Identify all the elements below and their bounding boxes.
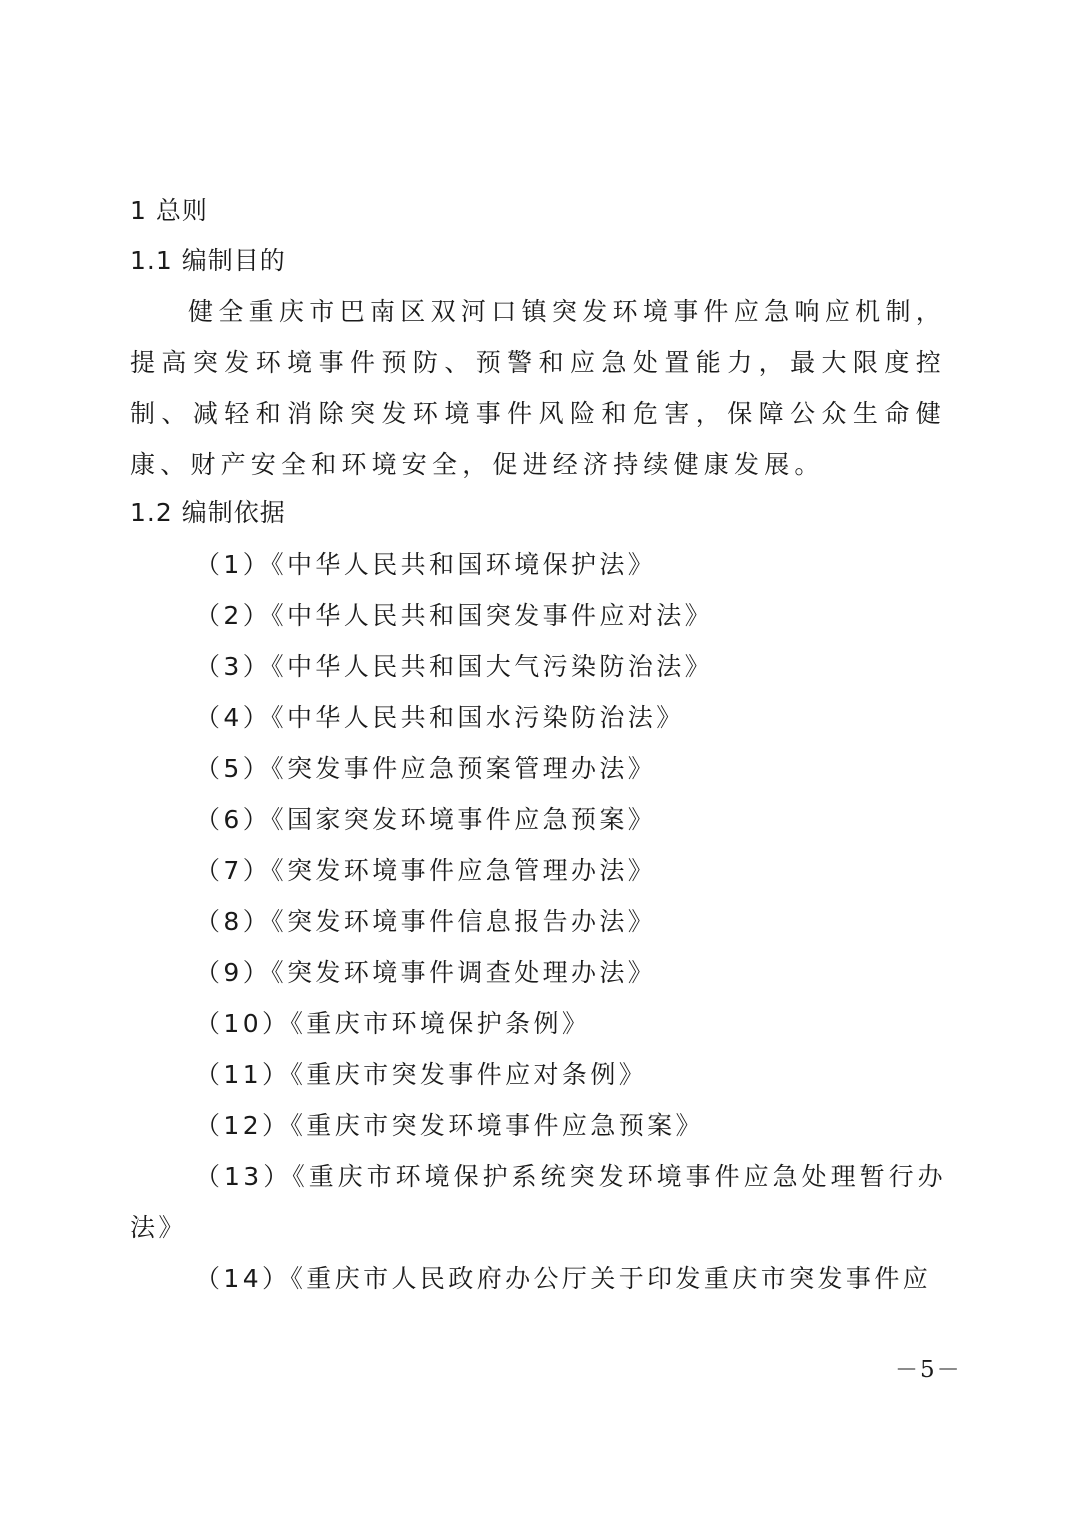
- basis-item: （13）《重庆市环境保护系统突发环境事件应急处理暂行办法》: [130, 1162, 946, 1242]
- basis-item: （6）《国家突发环境事件应急预案》: [195, 805, 657, 834]
- page-number: －5－: [895, 1357, 962, 1383]
- basis-item: （14）《重庆市人民政府办公厅关于印发重庆市突发事件应: [195, 1264, 932, 1293]
- basis-item: （5）《突发事件应急预案管理办法》: [195, 754, 657, 783]
- basis-item: （9）《突发环境事件调查处理办法》: [195, 958, 657, 987]
- subsection-heading-basis: 1.2 编制依据: [130, 498, 286, 527]
- subsection-heading-purpose: 1.1 编制目的: [130, 246, 286, 275]
- basis-item: （12）《重庆市突发环境事件应急预案》: [195, 1111, 704, 1140]
- basis-item: （11）《重庆市突发事件应对条例》: [195, 1060, 648, 1089]
- basis-item: （2）《中华人民共和国突发事件应对法》: [195, 601, 714, 630]
- purpose-paragraph: 健全重庆市巴南区双河口镇突发环境事件应急响应机制，提高突发环境事件预防、预警和应急处置能力，最大限度控制、减轻和消除突发环境事件风险和危害，保障公众生命健康、财产安全和环境安全，促进经济持续健康发展。: [130, 297, 946, 479]
- basis-item: （8）《突发环境事件信息报告办法》: [195, 907, 657, 936]
- basis-item: （7）《突发环境事件应急管理办法》: [195, 856, 657, 885]
- basis-list: [0, 539, 1074, 1304]
- basis-item: （3）《中华人民共和国大气污染防治法》: [195, 652, 714, 681]
- section-heading: 1 总则: [130, 196, 208, 225]
- basis-item: （1）《中华人民共和国环境保护法》: [195, 550, 657, 579]
- basis-item: （4）《中华人民共和国水污染防治法》: [195, 703, 685, 732]
- basis-item: （10）《重庆市环境保护条例》: [195, 1009, 591, 1038]
